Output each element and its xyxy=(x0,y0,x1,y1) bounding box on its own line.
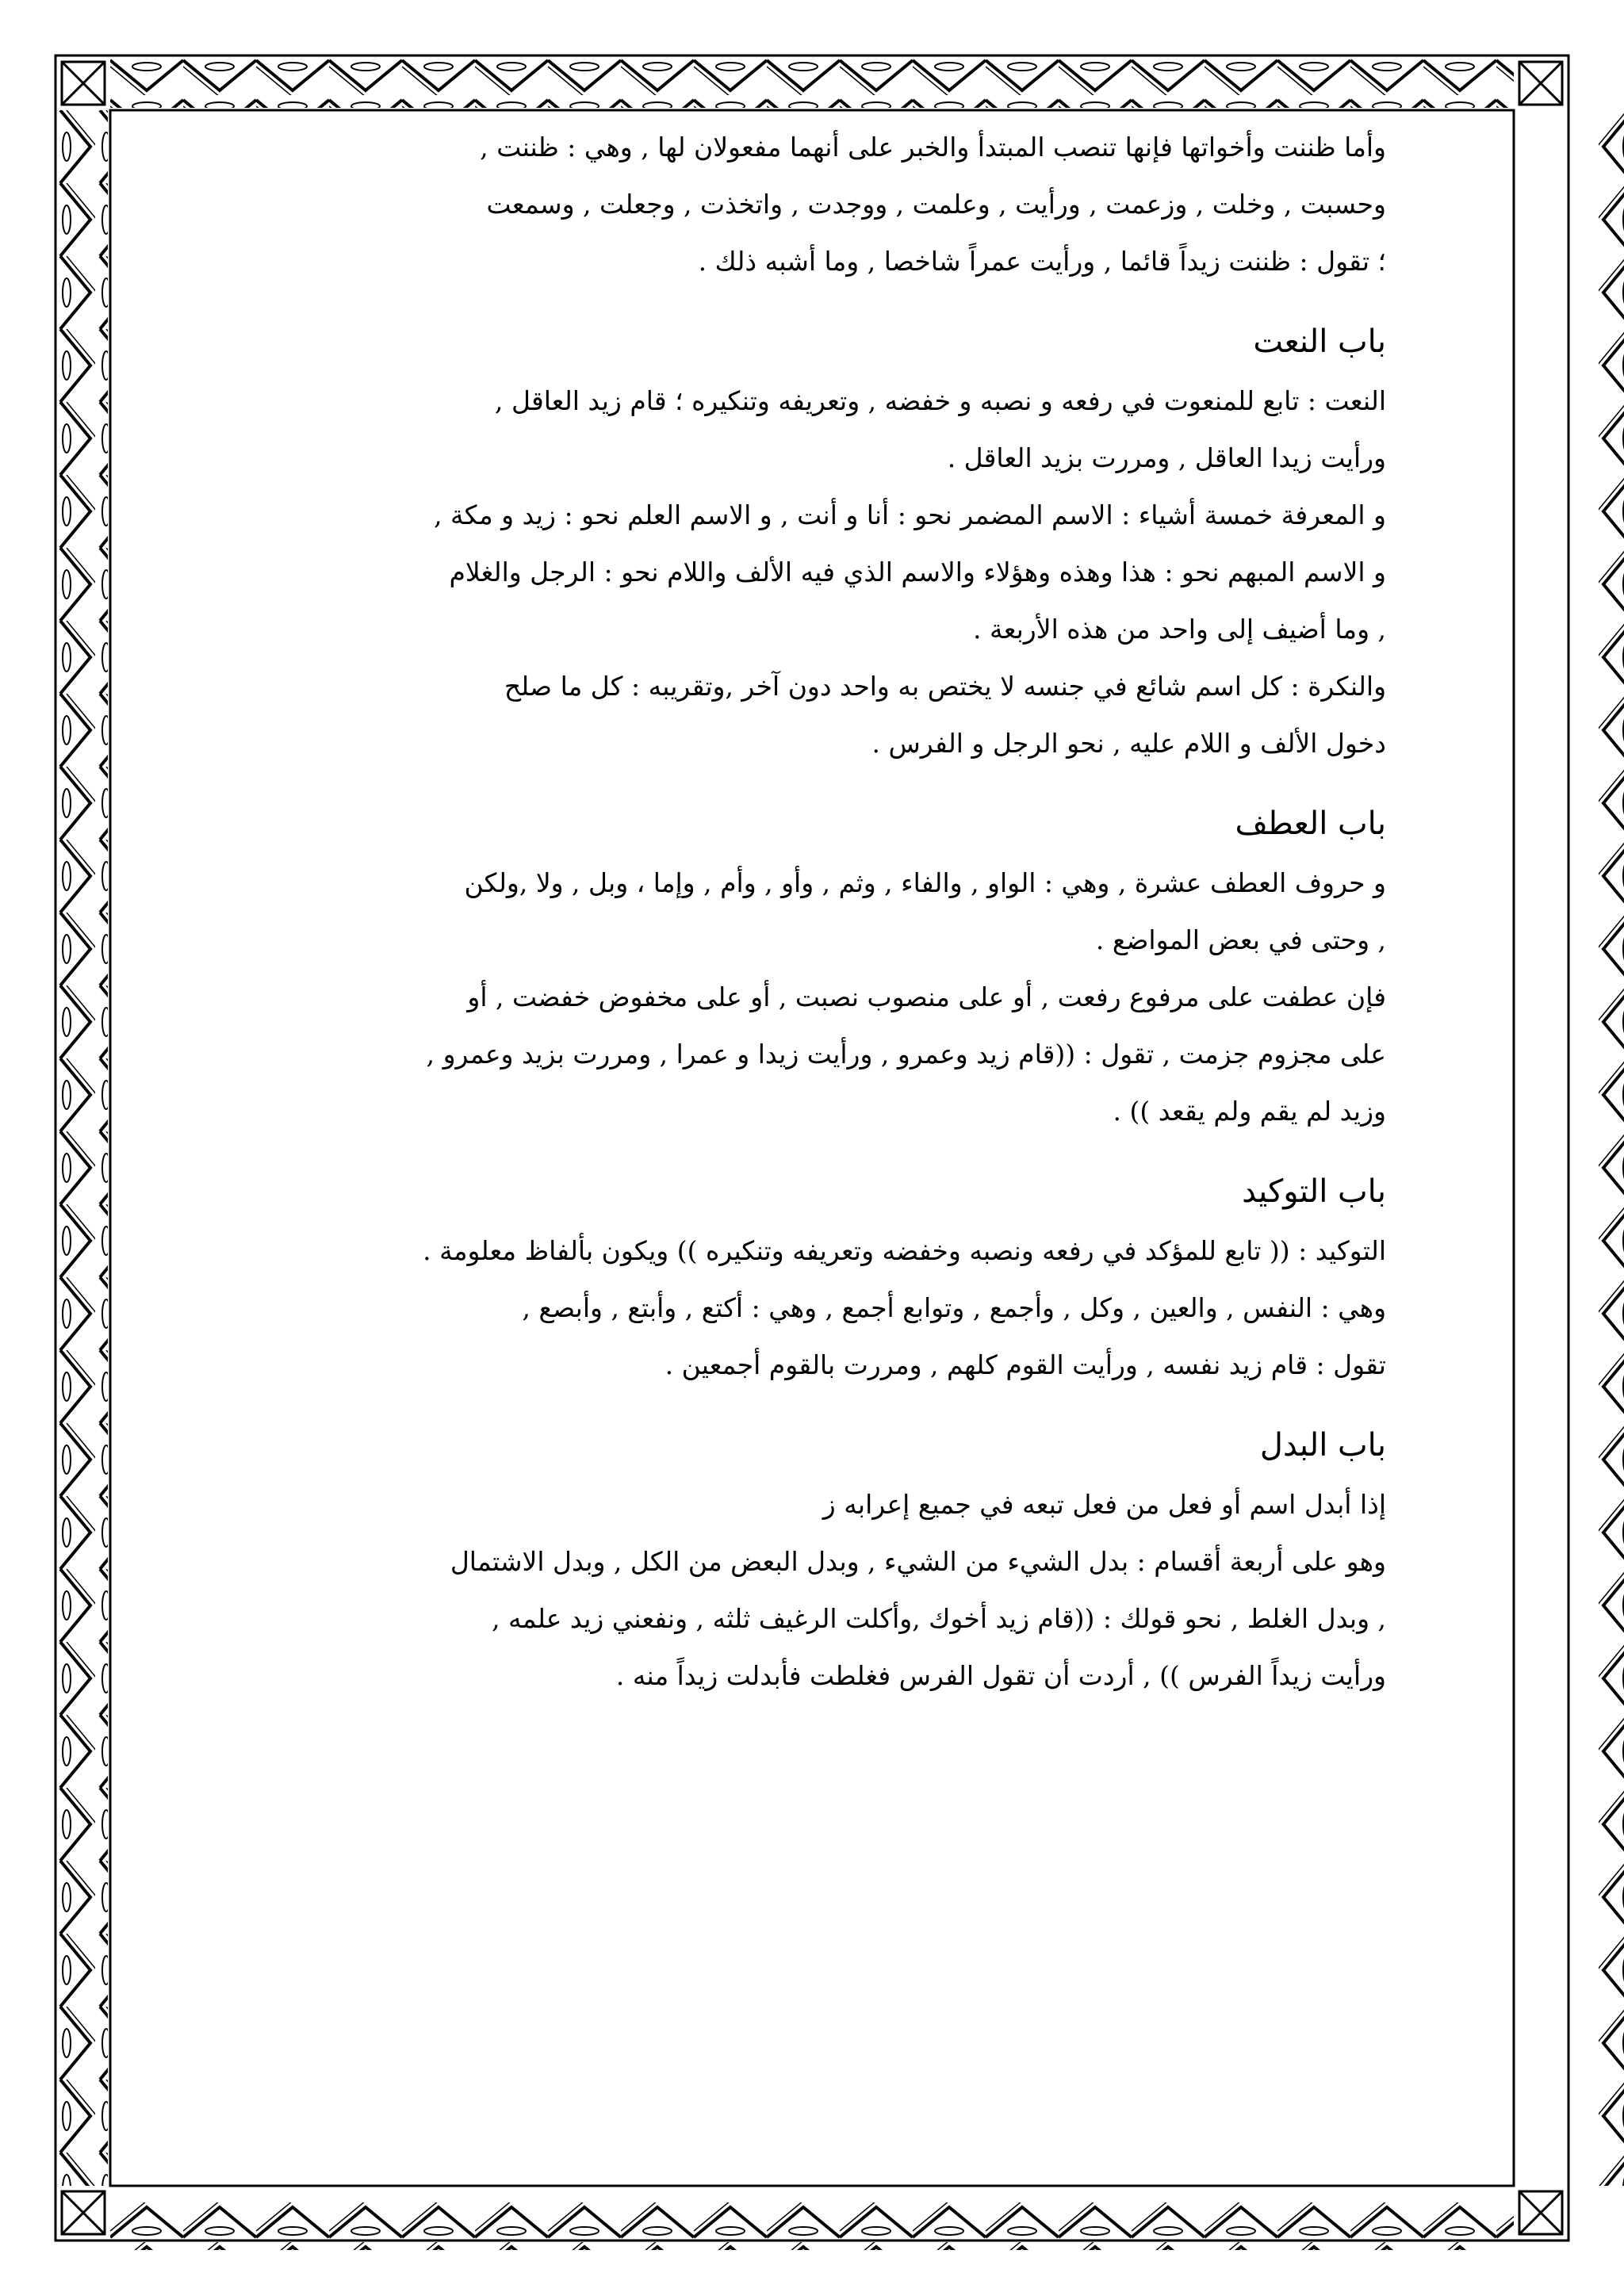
text-line: و المعرفة خمسة أشياء : الاسم المضمر نحو : أنا و أنت , و الاسم العلم نحو : زيد و مكة , xyxy=(434,499,1386,530)
text-line: , وبدل الغلط , نحو قولك : ((قام زيد أخوك ,وأكلت الرغيف ثلثه , ونفعني زيد علمه , xyxy=(492,1603,1386,1634)
text-line: وحسبت , وخلت , وزعمت , ورأيت , وعلمت , ووجدت , واتخذت , وجعلت , وسمعت xyxy=(486,189,1386,220)
text-line: , وحتى في بعض المواضع . xyxy=(1095,924,1386,955)
text-line: وزيد لم يقم ولم يقعد )) . xyxy=(1113,1096,1386,1127)
text-line: وأما ظننت وأخواتها فإنها تنصب المبتدأ والخبر على أنهما مفعولان لها , وهي : ظننت , xyxy=(480,132,1386,163)
text-line: فإن عطفت على مرفوع رفعت , أو على منصوب نصبت , أو على مخفوض خفضت , أو xyxy=(467,982,1386,1012)
text-line: ورأيت زيدا العاقل , ومررت بزيد العاقل . xyxy=(947,442,1386,473)
section-zanna-sisters xyxy=(238,119,1386,290)
text-line: و حروف العطف عشرة , وهي : الواو , والفاء , وثم , وأو , وأم , وإما ، وبل , ولا ,ولكن xyxy=(464,867,1386,898)
text-line: النعت : تابع للمنعوت في رفعه و نصبه و خفضه , وتعريفه وتنكيره ؛ قام زيد العاقل , xyxy=(494,385,1386,416)
section-heading: باب البدل xyxy=(1259,1427,1386,1464)
text-line: إذا أبدل اسم أو فعل من فعل تبعه في جميع إعرابه ز xyxy=(822,1489,1386,1520)
text-line: ؛ تقول : ظننت زيداً قائما , ورأيت عمراً شاخصا , وما أشبه ذلك . xyxy=(698,246,1386,277)
section-heading: باب النعت xyxy=(1253,323,1386,360)
section-atf xyxy=(238,796,1386,1140)
text-line: والنكرة : كل اسم شائع في جنسه لا يختص به واحد دون آخر ,وتقريبه : كل ما صلح xyxy=(504,671,1386,702)
section-badal xyxy=(238,1418,1386,1705)
text-line: ورأيت زيداً الفرس )) , أردت أن تقول الفرس فغلطت فأبدلت زيداً منه . xyxy=(615,1660,1386,1691)
section-tawkeed xyxy=(238,1164,1386,1394)
section-naat xyxy=(238,314,1386,772)
text-line: على مجزوم جزمت , تقول : ((قام زيد وعمرو , ورأيت زيدا و عمرا , ومررت بزيد وعمرو , xyxy=(426,1039,1386,1070)
text-line: وهو على أربعة أقسام : بدل الشيء من الشيء , وبدل البعض من الكل , وبدل الاشتمال xyxy=(450,1546,1386,1577)
section-heading: باب العطف xyxy=(1235,806,1386,842)
text-line: و الاسم المبهم نحو : هذا وهذه وهؤلاء والاسم الذي فيه الألف واللام نحو : الرجل والغلام xyxy=(449,557,1386,587)
document-body xyxy=(238,119,1386,2177)
text-line: وهي : النفس , والعين , وكل , وأجمع , وتوابع أجمع , وهي : أكتع , وأبتع , وأبصع , xyxy=(522,1292,1386,1323)
text-line: تقول : قام زيد نفسه , ورأيت القوم كلهم , ومررت بالقوم أجمعين . xyxy=(665,1349,1386,1380)
text-line: , وما أضيف إلى واحد من هذه الأربعة . xyxy=(973,614,1386,645)
text-line: التوكيد : (( تابع للمؤكد في رفعه ونصبه وخفضه وتعريفه وتنكيره )) ويكون بألفاظ معلومة . xyxy=(423,1235,1386,1266)
text-line: دخول الألف و اللام عليه , نحو الرجل و الفرس . xyxy=(871,728,1386,759)
section-heading: باب التوكيد xyxy=(1242,1173,1386,1210)
